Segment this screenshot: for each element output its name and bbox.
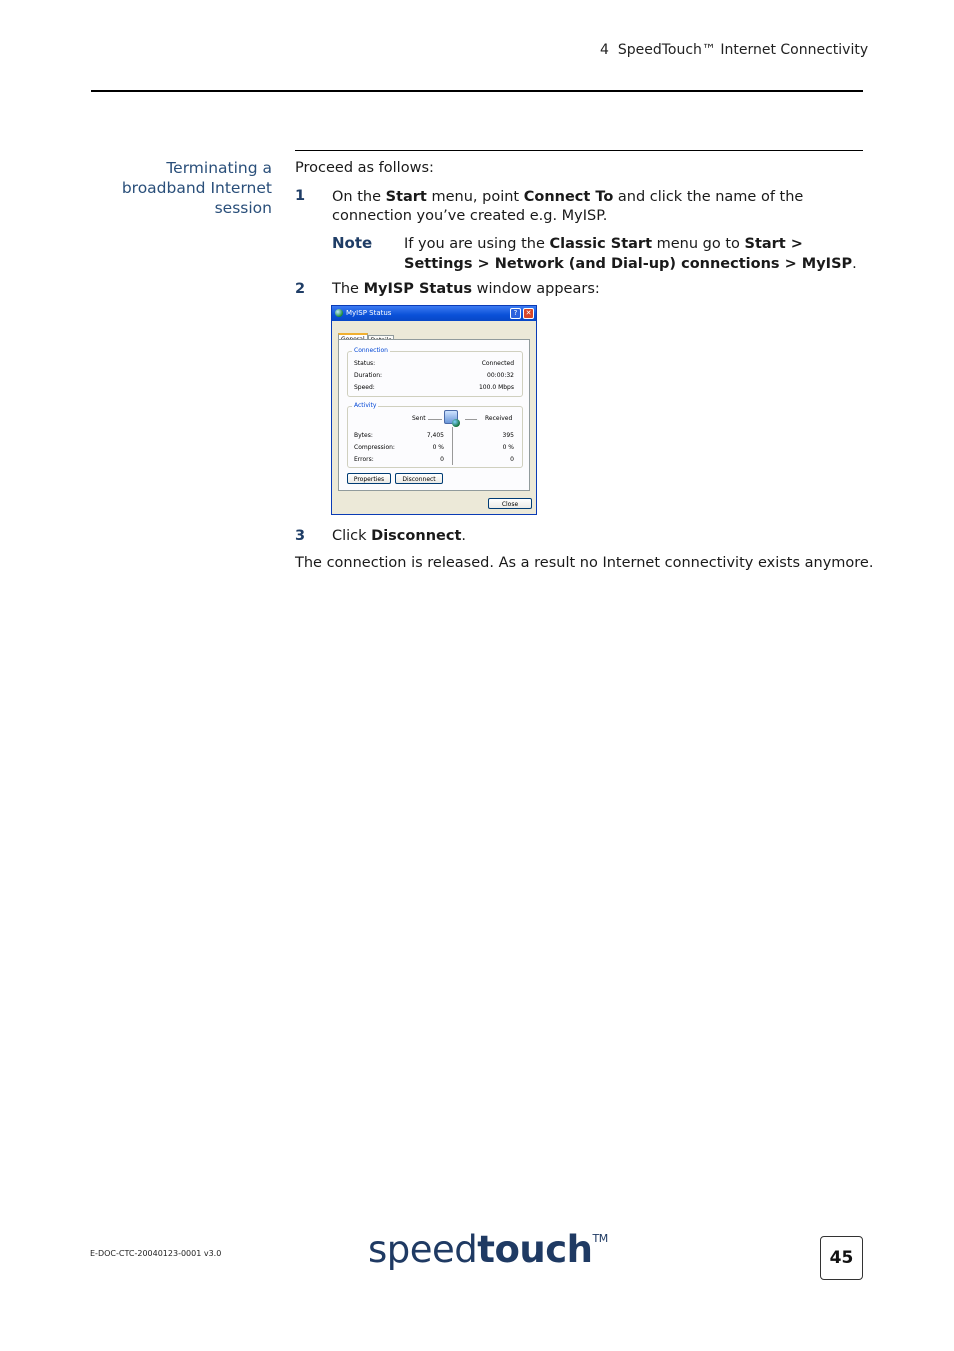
header-rule [91,90,863,92]
speedtouch-logo: speedtouch™ [368,1228,608,1271]
activity-group [347,402,523,468]
bytes-received: 395 [502,432,514,439]
activity-globe-icon [452,419,460,427]
dialog-title: MyISP Status [346,309,392,317]
duration-row: Duration: 00:00:32 [354,372,514,379]
bytes-sent: 7,405 [426,432,444,439]
errors-label: Errors: [354,456,374,463]
myisp-status-dialog [331,305,537,515]
connection-group-label: Connection [354,347,388,354]
sent-label: Sent [412,415,426,422]
received-line [465,419,477,420]
close-window-button[interactable]: ✕ [523,308,534,319]
intro-text: Proceed as follows: [295,160,434,176]
network-globe-icon [335,309,343,317]
document-id: E-DOC-CTC-20040123-0001 v3.0 [90,1249,222,1258]
section-rule [295,150,863,151]
close-button[interactable]: Close [488,498,532,509]
step-2-text: The MyISP Status window appears: [332,281,600,297]
section-side-title: Terminating a broadband Internet session [121,159,272,217]
step-3-number: 3 [295,528,306,544]
received-label: Received [485,415,513,422]
compression-label: Compression: [354,444,395,451]
activity-divider [452,427,453,465]
step-3-text: Click Disconnect. [332,528,466,544]
bytes-label: Bytes: [354,432,373,439]
sent-line [428,419,442,420]
step-1-number: 1 [295,188,306,204]
activity-group-label: Activity [354,402,377,409]
general-panel [338,339,530,491]
compression-sent: 0 % [432,444,444,451]
chapter-number: 4 [600,42,609,58]
note-text: If you are using the Classic Start menu go to Start > Settings > Network (and Dial-up) connections > MyISP. [404,236,857,272]
page-number: 45 [820,1236,863,1280]
step-2-number: 2 [295,281,306,297]
status-row: Status: Connected [354,360,514,367]
compression-received: 0 % [502,444,514,451]
connection-group [347,347,523,397]
dialog-tabs [338,327,394,339]
closing-text: The connection is released. As a result no Internet connectivity exists anymore. [295,555,874,571]
step-1-text: On the Start menu, point Connect To and click the name of the connection you’ve created e.g. MyISP. [332,189,804,224]
note-label: Note [332,234,373,252]
chapter-title: SpeedTouch™ Internet Connectivity [617,42,869,58]
dialog-titlebar [332,306,536,321]
running-header [600,42,868,58]
properties-button[interactable]: Properties [347,473,391,484]
disconnect-button[interactable]: Disconnect [395,473,443,484]
speed-row: Speed: 100.0 Mbps [354,384,514,391]
help-button[interactable]: ? [510,308,521,319]
errors-received: 0 [510,456,514,463]
errors-sent: 0 [440,456,444,463]
